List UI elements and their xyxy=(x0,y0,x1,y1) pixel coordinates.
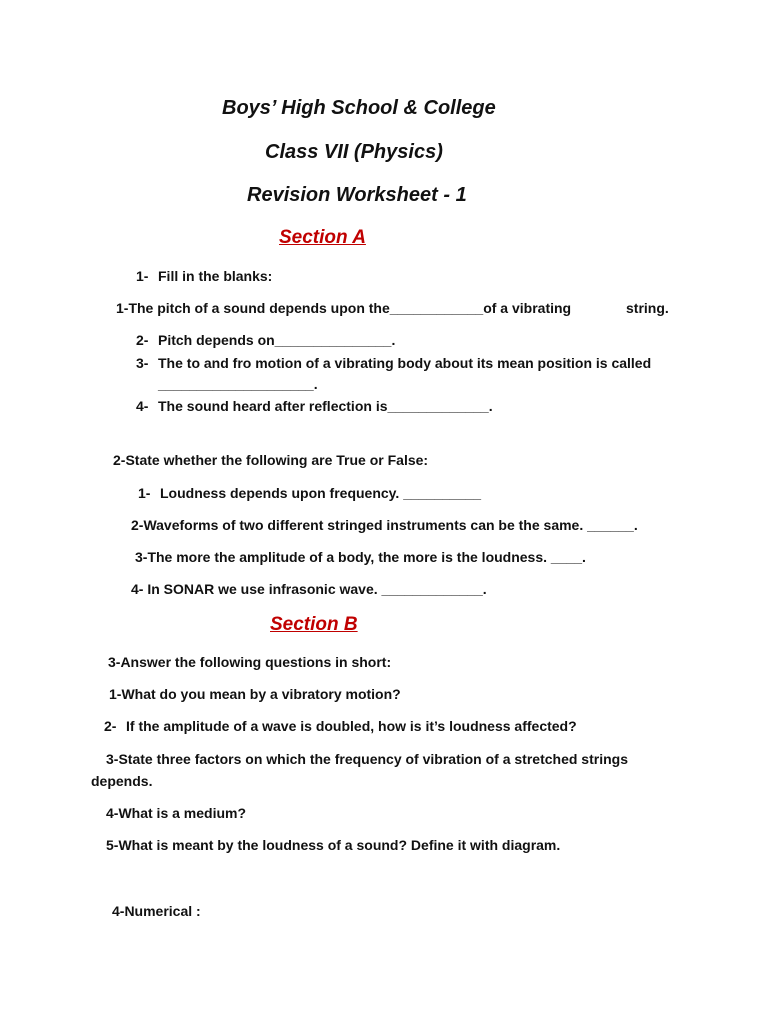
q3-item-1: 1-What do you mean by a vibratory motion? xyxy=(109,686,401,702)
q1-item-3-blank: ____________________. xyxy=(158,376,318,392)
q1-item-4-number: 4- xyxy=(136,398,149,414)
q1-number: 1- xyxy=(136,268,149,284)
q3-item-2-text: If the amplitude of a wave is doubled, how is it’s loudness affected? xyxy=(126,718,577,734)
q1-item-2-number: 2- xyxy=(136,332,149,348)
class-name: Class VII (Physics) xyxy=(265,141,443,163)
q1-heading xyxy=(136,267,272,285)
q1-item-1-tail: string. xyxy=(626,300,669,316)
q2-heading: 2-State whether the following are True or False: xyxy=(113,452,429,468)
q3-item-5: 5-What is meant by the loudness of a sound? Define it with diagram. xyxy=(106,837,561,853)
q2-item-4: 4- In SONAR we use infrasonic wave. _____________. xyxy=(131,581,487,597)
q1-item-4 xyxy=(136,397,493,415)
q1-item-3 xyxy=(136,354,651,372)
section-a-heading: Section A xyxy=(279,227,366,248)
q4-heading: 4-Numerical : xyxy=(112,903,201,919)
q1-item-2 xyxy=(136,331,395,349)
q2-item-2: 2-Waveforms of two different stringed instruments can be the same. ______. xyxy=(131,517,638,533)
school-name: Boys’ High School & College xyxy=(222,97,496,119)
q2-item-1 xyxy=(138,484,481,502)
q3-item-2 xyxy=(104,717,577,735)
worksheet-title: Revision Worksheet - 1 xyxy=(247,184,467,206)
q2-item-3: 3-The more the amplitude of a body, the more is the loudness. ____. xyxy=(135,549,586,565)
q3-item-4: 4-What is a medium? xyxy=(106,805,247,821)
q3-item-3-cont: depends. xyxy=(91,773,153,789)
q1-item-2-text: Pitch depends on_______________. xyxy=(158,332,396,348)
q1-item-1: 1-The pitch of a sound depends upon the____________of a vibrating xyxy=(116,300,572,316)
q1-item-4-text: The sound heard after reflection is_____________. xyxy=(158,398,493,414)
q3-item-3: 3-State three factors on which the frequency of vibration of a stretched strings xyxy=(106,751,628,767)
q2-item-1-text: Loudness depends upon frequency. __________ xyxy=(160,485,482,501)
q2-item-1-number: 1- xyxy=(138,485,151,501)
q1-item-3-number: 3- xyxy=(136,355,149,371)
section-b-heading: Section B xyxy=(270,614,358,635)
q3-heading: 3-Answer the following questions in short: xyxy=(108,654,392,670)
q1-item-3-text: The to and fro motion of a vibrating body about its mean position is called xyxy=(158,355,652,371)
q3-item-2-number: 2- xyxy=(104,718,117,734)
q1-title: Fill in the blanks: xyxy=(158,268,273,284)
